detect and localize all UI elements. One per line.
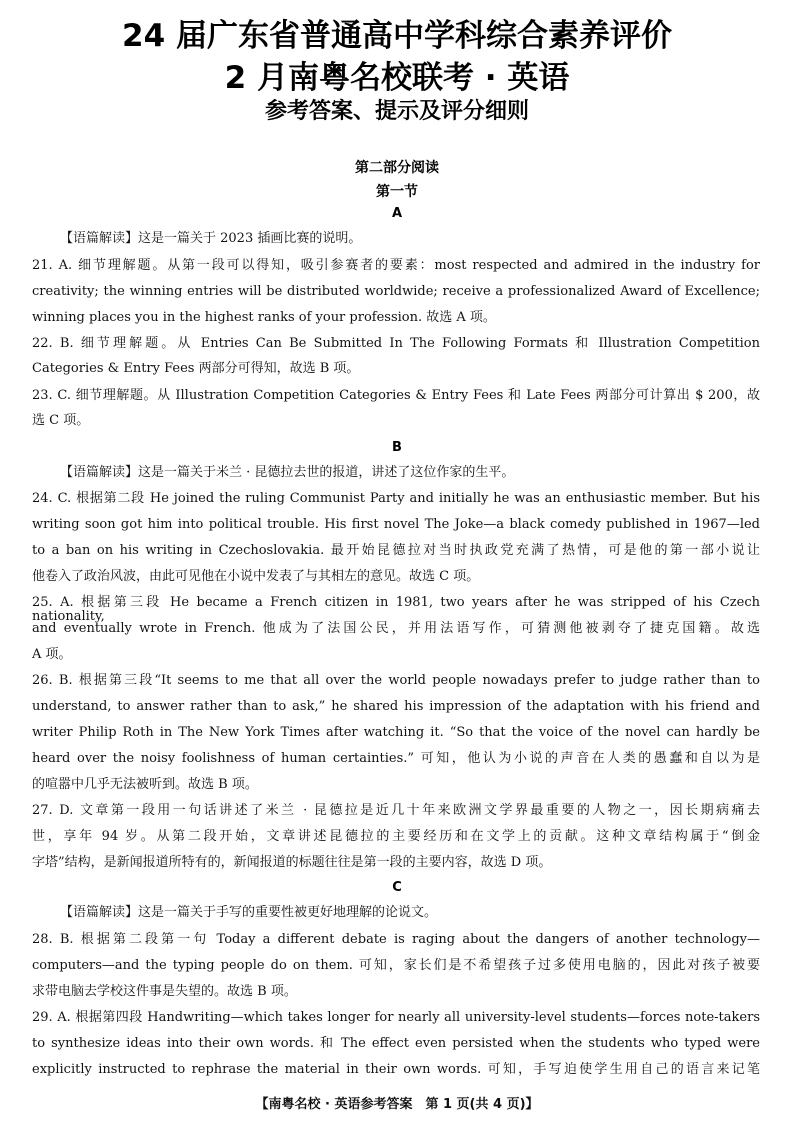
q24-line2: writing soon got him into political trouble. His first novel The Joke—a black comedy published in 1967—led: [32, 517, 760, 532]
q27-line2: 世，享年 94 岁。从第二段开始，文章讲述昆德拉的主要经历和在文学上的贡献。这种文章结构属于“倒金: [32, 829, 760, 844]
q26-line4: heard over the noisy foolishness of human certainties.” 可知，他认为小说的声音在人类的愚蠢和自以为是: [32, 751, 760, 766]
q21-line2: creativity; the winning entries will be distributed worldwide; receive a professionalized Award of Excellence;: [32, 284, 760, 299]
part-heading: 第二部分阅读: [355, 160, 439, 176]
page-footer: 【南粤名校 · 英语参考答案 第 1 页(共 4 页)】: [255, 1097, 539, 1112]
q29-line1: 29. A. 根据第四段 Handwriting—which takes longer for nearly all university-level students—forces note-takers: [32, 1010, 760, 1025]
passage-a-label: A: [391, 206, 403, 221]
q25-line1: 25. A. 根据第三段 He became a French citizen in 1981, two years after he was stripped of his Czech nationality,: [32, 595, 760, 624]
q29-line3: explicitly instructed to rephrase the material in their own words. 可知，手写迫使学生用自己的语言来记笔: [32, 1062, 760, 1077]
q26-line2: understand, to answer rather than to ask,” he shared his impression of the adaptation with his friend and: [32, 699, 760, 714]
q28-line3: 求带电脑去学校这件事是失望的。故选 B 项。: [32, 984, 297, 999]
q26-line5: 的喧嚣中几乎无法被听到。故选 B 项。: [32, 777, 258, 792]
q24-line4: 他卷入了政治风波，由此可见他在小说中发表了与其相左的意见。故选 C 项。: [32, 569, 480, 584]
q27-line1: 27. D. 文章第一段用一句话讲述了米兰 · 昆德拉是近几十年来欧洲文学界最重要的人物之一，因长期病痛去: [32, 803, 760, 818]
document-title-line1: 24 届广东省普通高中学科综合素养评价: [122, 18, 672, 54]
q22-line1: 22. B. 细节理解题。从 Entries Can Be Submitted In The Following Formats 和 Illustration Competition: [32, 336, 760, 351]
q27-line3: 字塔”结构，是新闻报道所特有的，新闻报道的标题往往是第一段的主要内容，故选 D 项。: [32, 855, 552, 870]
q23-line2: 选 C 项。: [32, 413, 90, 428]
q26-line1: 26. B. 根据第三段“It seems to me that all over the world people nowadays prefer to judge rather than to: [32, 673, 760, 688]
passage-a-intro: 【语篇解读】这是一篇关于 2023 插画比赛的说明。: [60, 231, 362, 246]
passage-b-label: B: [392, 440, 402, 455]
q28-line1: 28. B. 根据第二段第一句 Today a different debate is raging about the dangers of another technology—: [32, 932, 760, 947]
passage-b-intro: 【语篇解读】这是一篇关于米兰 · 昆德拉去世的报道，讲述了这位作家的生平。: [60, 465, 515, 480]
q26-line3: writer Philip Roth in The New York Times after watching it. “So that the voice of the novel can hardly be: [32, 725, 760, 740]
q25-line2: and eventually wrote in French. 他成为了法国公民，并用法语写作，可猜测他被剥夺了捷克国籍。故选: [32, 621, 760, 636]
q22-line2: Categories & Entry Fees 两部分可得知，故选 B 项。: [32, 361, 360, 376]
q21-line3: winning places you in the highest ranks of your profession. 故选 A 项。: [32, 310, 496, 325]
q28-line2: computers—and the typing people do on them. 可知，家长们是不希望孩子过多使用电脑的，因此对孩子被要: [32, 958, 760, 973]
q24-line1: 24. C. 根据第二段 He joined the ruling Communist Party and initially he was an enthusiastic member. But his: [32, 491, 760, 506]
passage-c-label: C: [392, 880, 402, 895]
q29-line2: to synthesize ideas into their own words. 和 The effect even persisted when the students who typed were: [32, 1036, 760, 1051]
q25-line3: A 项。: [32, 647, 72, 662]
section-heading: 第一节: [376, 184, 418, 200]
document-subtitle: 参考答案、提示及评分细则: [264, 99, 529, 124]
q24-line3: to a ban on his writing in Czechoslovakia. 最开始昆德拉对当时执政党充满了热情，可是他的第一部小说让: [32, 543, 760, 558]
passage-c-intro: 【语篇解读】这是一篇关于手写的重要性被更好地理解的论说文。: [60, 905, 438, 920]
q21-line1: 21. A. 细节理解题。从第一段可以得知，吸引参赛者的要素：most respected and admired in the industry for: [32, 258, 760, 273]
q23-line1: 23. C. 细节理解题。从 Illustration Competition Categories & Entry Fees 和 Late Fees 两部分可计算出 $ 200，故: [32, 388, 760, 403]
document-title-line2: 2 月南粤名校联考 · 英语: [224, 60, 570, 96]
